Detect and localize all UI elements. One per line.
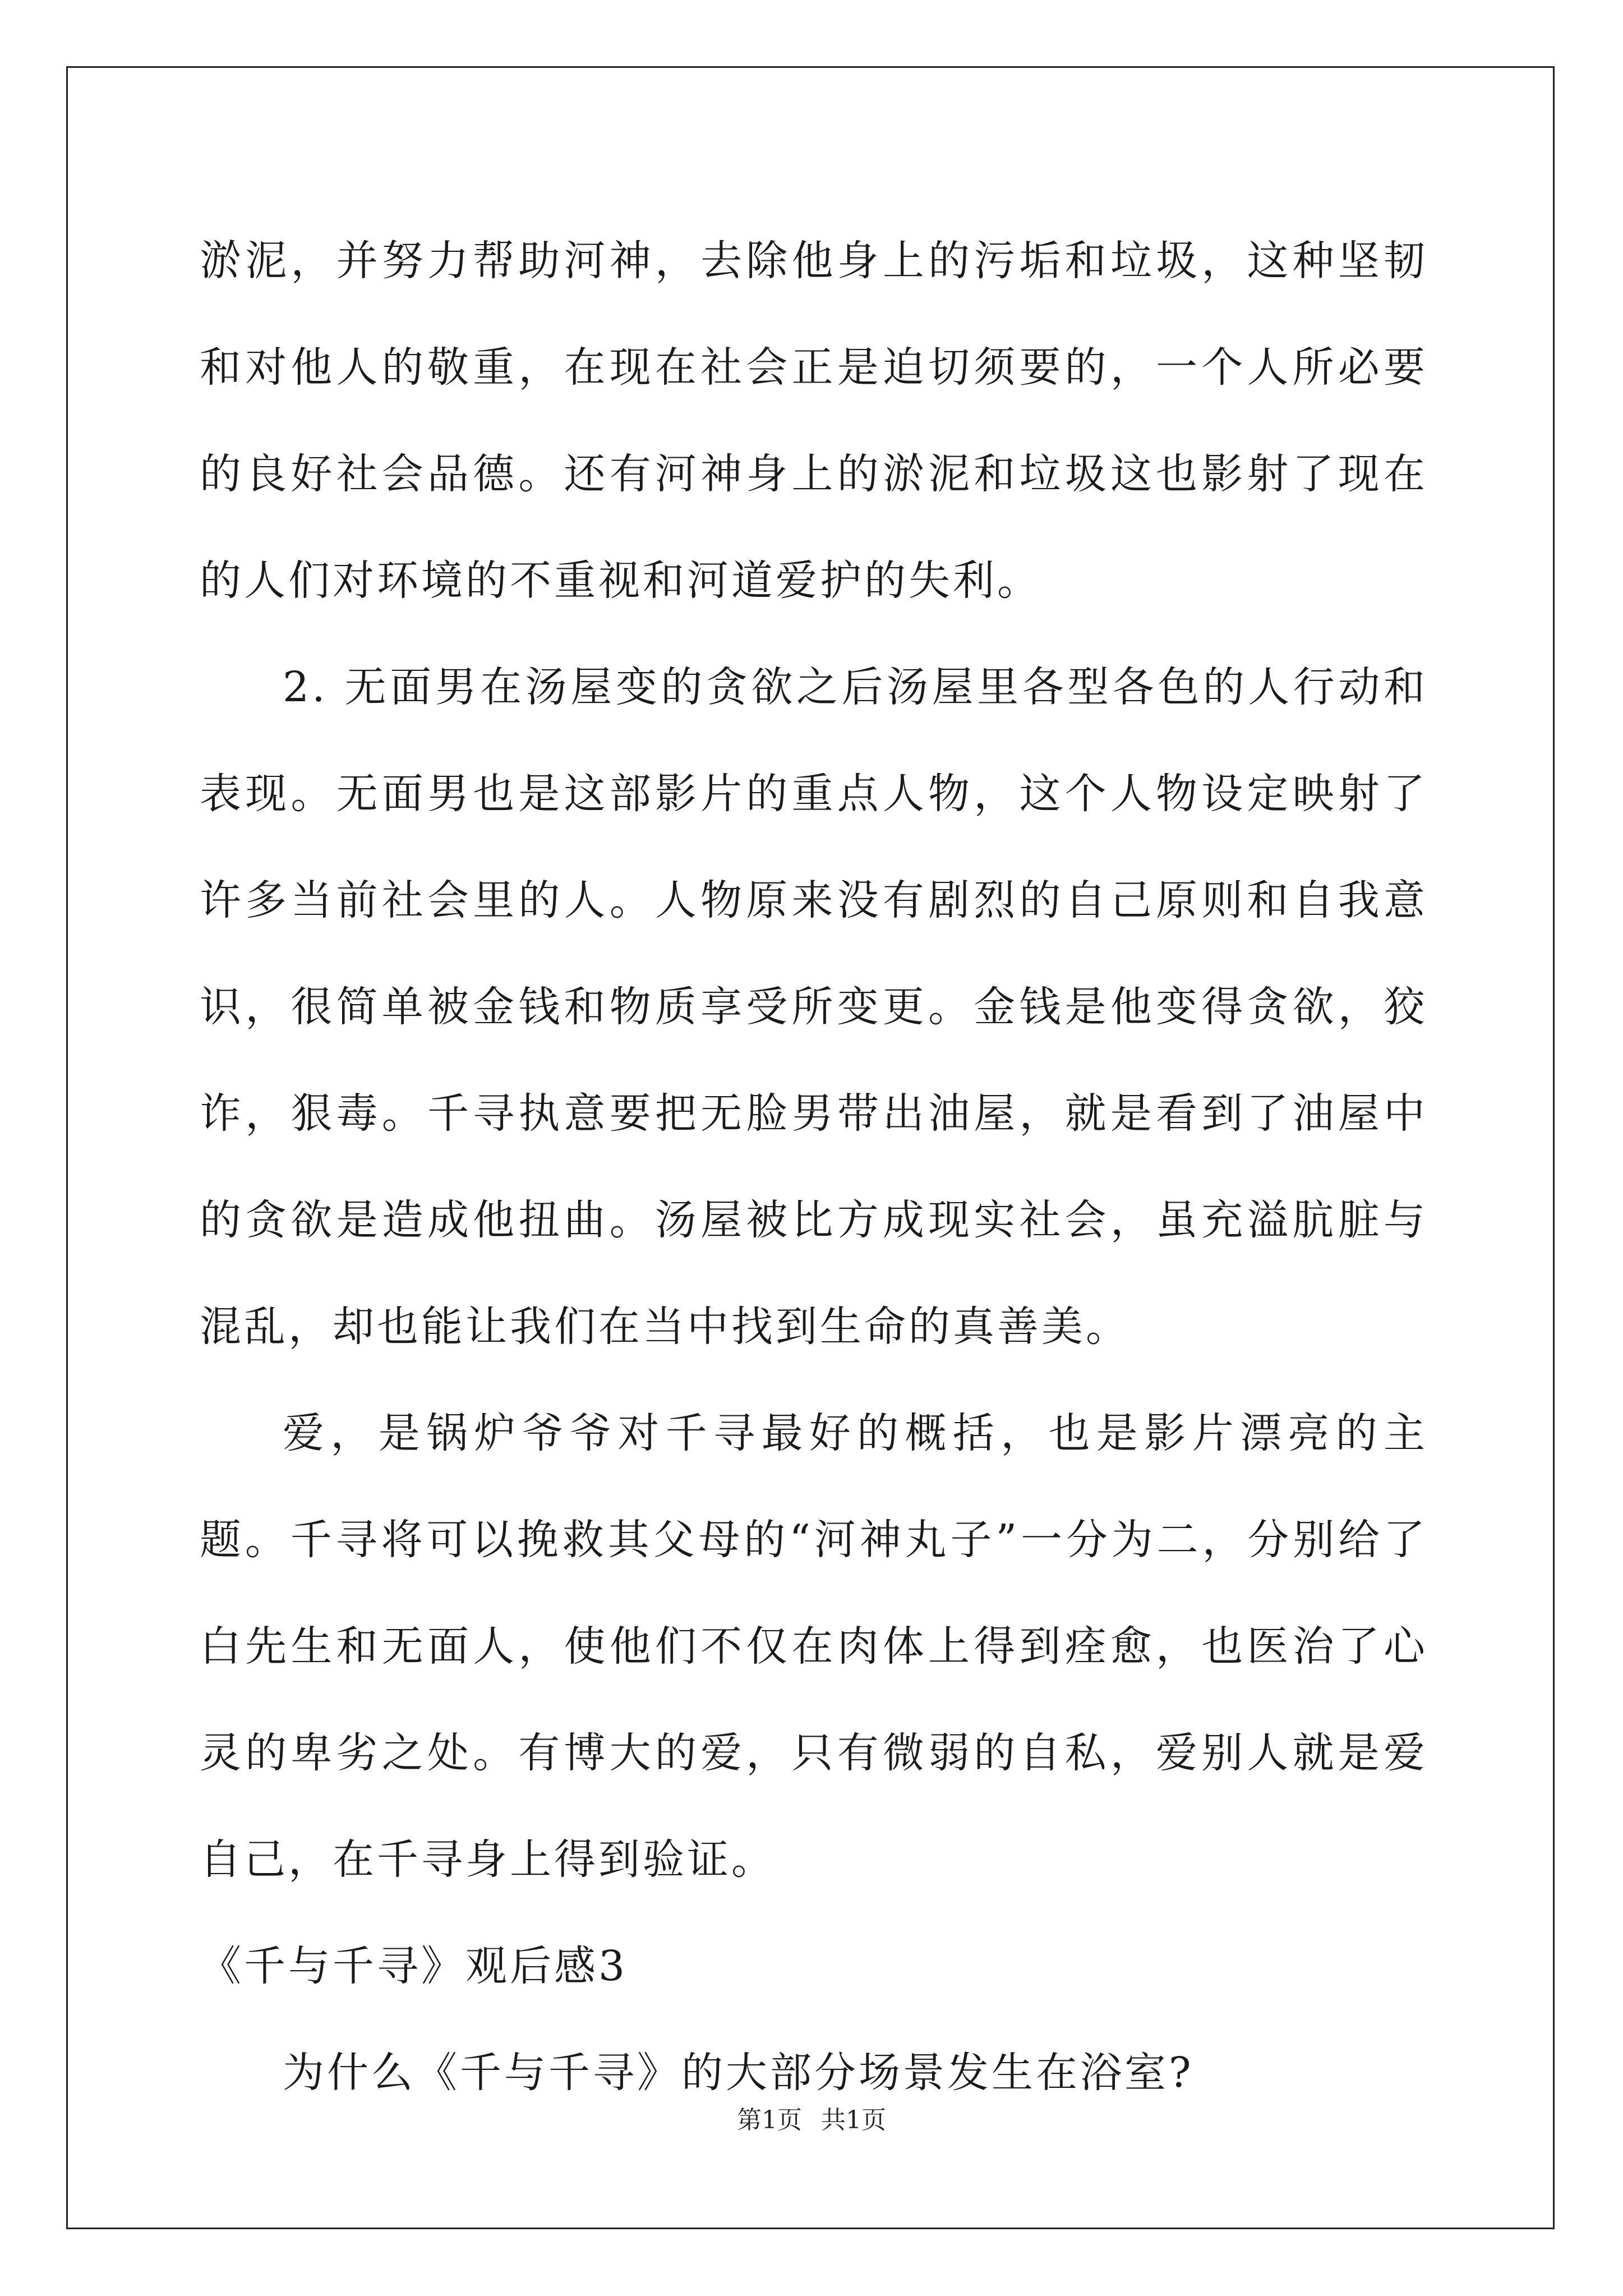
paragraph-2: 2. 无面男在汤屋变的贪欲之后汤屋里各型各色的人行动和表现。无面男也是这部影片的重点人物，这个人物设定映射了许多当前社会里的人。人物原来没有剧烈的自己原则和自我意识，很简单被金钱和物质享受所变更。金钱是他变得贪欲，狡诈，狠毒。千寻执意要把无脸男带出油屋，就是看到了油屋中的贪欲是造成他扭曲。汤屋被比方成现实社会，虽充溢肮脏与混乱，却也能让我们在当中找到生命的真善美。 (200, 663, 1428, 1351)
paragraph-3: 爱，是锅炉爷爷对千寻最好的概括，也是影片漂亮的主题。千寻将可以挽救其父母的“河神丸子”一分为二，分别给了白先生和无面人，使他们不仅在肉体上得到痊愈，也医治了心灵的卑劣之处。有博大的爱，只有微弱的自私，爱别人就是爱自己，在千寻身上得到验证。 (200, 1409, 1428, 1884)
paragraph-4: 为什么《千与千寻》的大部分场景发生在浴室? (283, 2049, 1194, 2097)
document-body (200, 208, 1428, 2126)
page-total: 共1页 (821, 2106, 886, 2134)
section-heading: 《千与千寻》观后感3 (200, 1942, 628, 1990)
paragraph-1: 淤泥，并努力帮助河神，去除他身上的污垢和垃圾，这种坚韧和对他人的敬重，在现在社会正是迫切须要的，一个人所必要的良好社会品德。还有河神身上的淤泥和垃圾这也影射了现在的人们对环境的不重视和河道爱护的失利。 (200, 237, 1428, 605)
page-footer (0, 2104, 1623, 2137)
page-number: 第1页 (737, 2106, 802, 2134)
